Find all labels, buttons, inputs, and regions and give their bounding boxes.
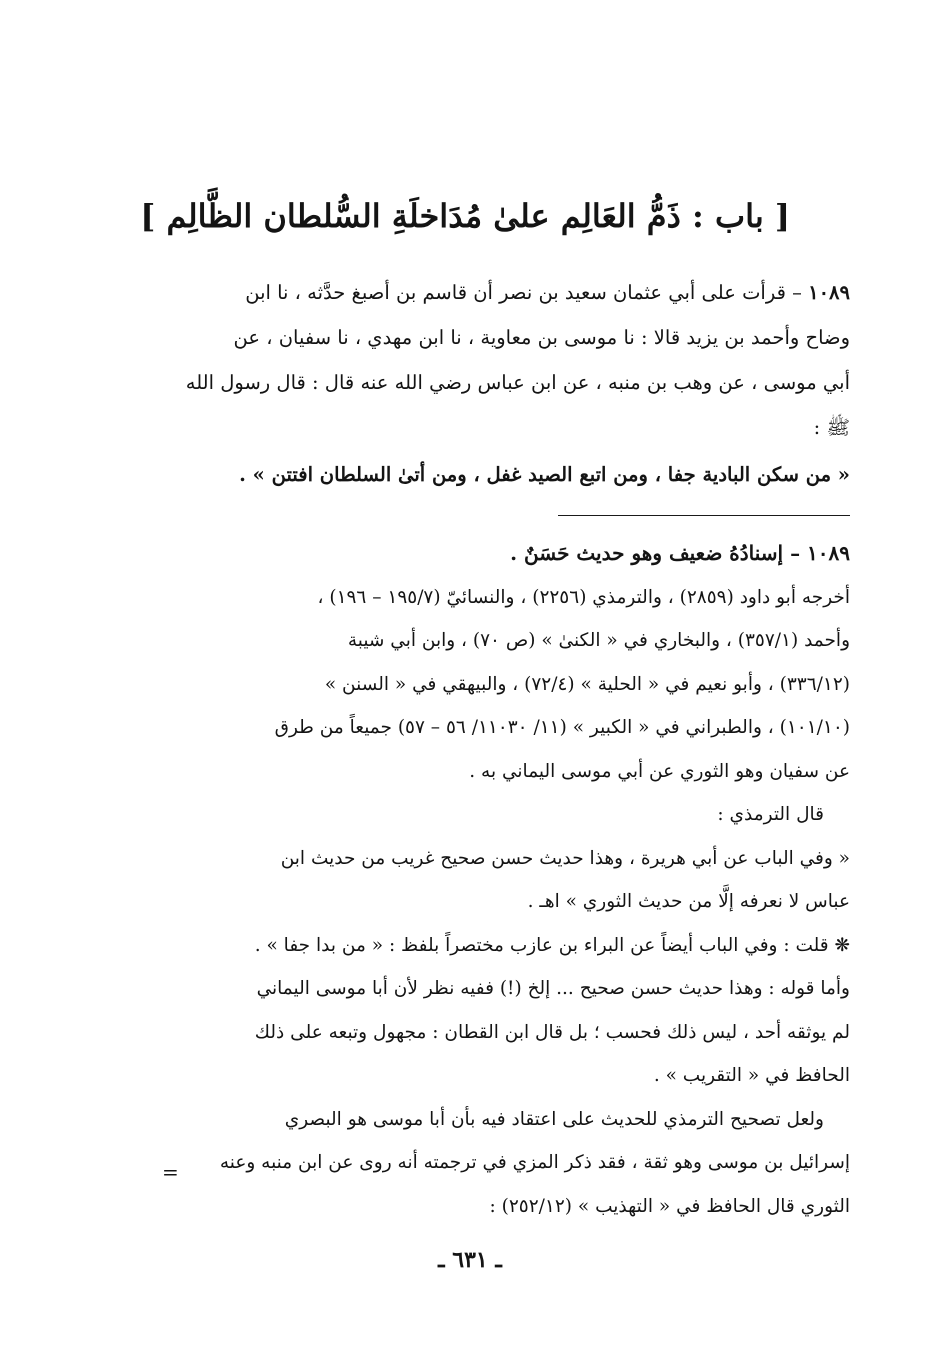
footnote-line: « وفي الباب عن أبي هريرة ، وهذا حديث حسن صحيح غريب من حديث ابن [280,847,850,869]
salutation-text: ﷺ : [813,416,850,439]
footnote-heading: ١٠٨٩ – إسنادُهُ ضعيف وهو حديث حَسَنٌ . [510,541,850,565]
entry-line-1 [160,270,850,315]
footnote-line: عباس لا نعرفه إلَّا من حديث الثوري » اهـ . [527,891,850,912]
entry-line-3: أبي موسى ، عن وهب بن منبه ، عن ابن عباس رضي الله عنه قال : قال رسول الله [185,371,850,394]
footnote-line: أخرجه أبو داود (٢٨٥٩) ، والترمذي (٢٢٥٦) ، والنسائيّ (١٩٥/٧ – ١٩٦) ، [317,586,850,608]
entry-number: ١٠٨٩ [808,281,850,304]
footnote-line: الثوري قال الحافظ في « التهذيب » (٢٥٢/١٢) : [489,1195,850,1217]
footnote-line: قال الترمذي : [717,804,824,825]
footnote-line: ❋ قلت : وفي الباب أيضاً عن البراء بن عازب مختصراً بلفظ : « من بدا جفا » . [254,934,850,956]
hadith-text: « من سكن البادية جفا ، ومن اتبع الصيد غفل ، ومن أتىٰ السلطان افتتن » . [239,463,850,486]
continuation-mark: = [162,1160,179,1184]
footnote-line: لم يوثقه أحد ، ليس ذلك فحسب ؛ بل قال ابن القطان : مجهول وتبعه على ذلك [254,1021,850,1043]
footnote-line: (١٠١/١٠) ، والطبراني في « الكبير » (١١/ ١١٠٣٠/ ٥٦ – ٥٧) جميعاً من طرق [274,717,850,738]
chapter-title: [ باب : ذَمُّ العَالِم علىٰ مُدَاخلَةِ السُّلطان الظَّالِم ] [140,197,790,235]
footnotes [158,532,850,1228]
footnote-separator [558,515,850,516]
footnote-line: وأما قوله : وهذا حديث حسن صحيح ... إلخ (!) ففيه نظر لأن أبا موسى اليماني [256,978,850,999]
main-text [160,270,850,497]
entry-text-1: – قرأت على أبي عثمان سعيد بن نصر أن قاسم بن أصبغ حدَّثه ، نا ابن [245,281,809,304]
footnote-line: عن سفيان وهو الثوري عن أبي موسى اليماني به . [469,760,850,782]
footnote-line: وأحمد (٣٥٧/١) ، والبخاري في « الكنىٰ » (ص ٧٠) ، وابن أبي شيبة [347,630,850,651]
footnote-line: ولعل تصحيح الترمذي للحديث على اعتقاد فيه بأن أبا موسى هو البصري [284,1108,824,1130]
footnote-line: الحافظ في « التقريب » . [653,1065,850,1086]
entry-line-4 [160,405,850,450]
footnote-line: (٣٣٦/١٢) ، وأبو نعيم في « الحلية » (٧٢/٤) ، والبيهقي في « السنن » [324,673,850,695]
footnote-line: إسرائيل بن موسى وهو ثقة ، فقد ذكر المزي في ترجمته أنه روى عن ابن منبه وعنه [219,1152,850,1173]
entry-line-2: وضاح وأحمد بن يزيد قالا : نا موسى بن معاوية ، نا ابن مهدي ، نا سفيان ، عن [233,326,850,349]
page-number: ـ ٦٣١ ـ [438,1247,502,1273]
